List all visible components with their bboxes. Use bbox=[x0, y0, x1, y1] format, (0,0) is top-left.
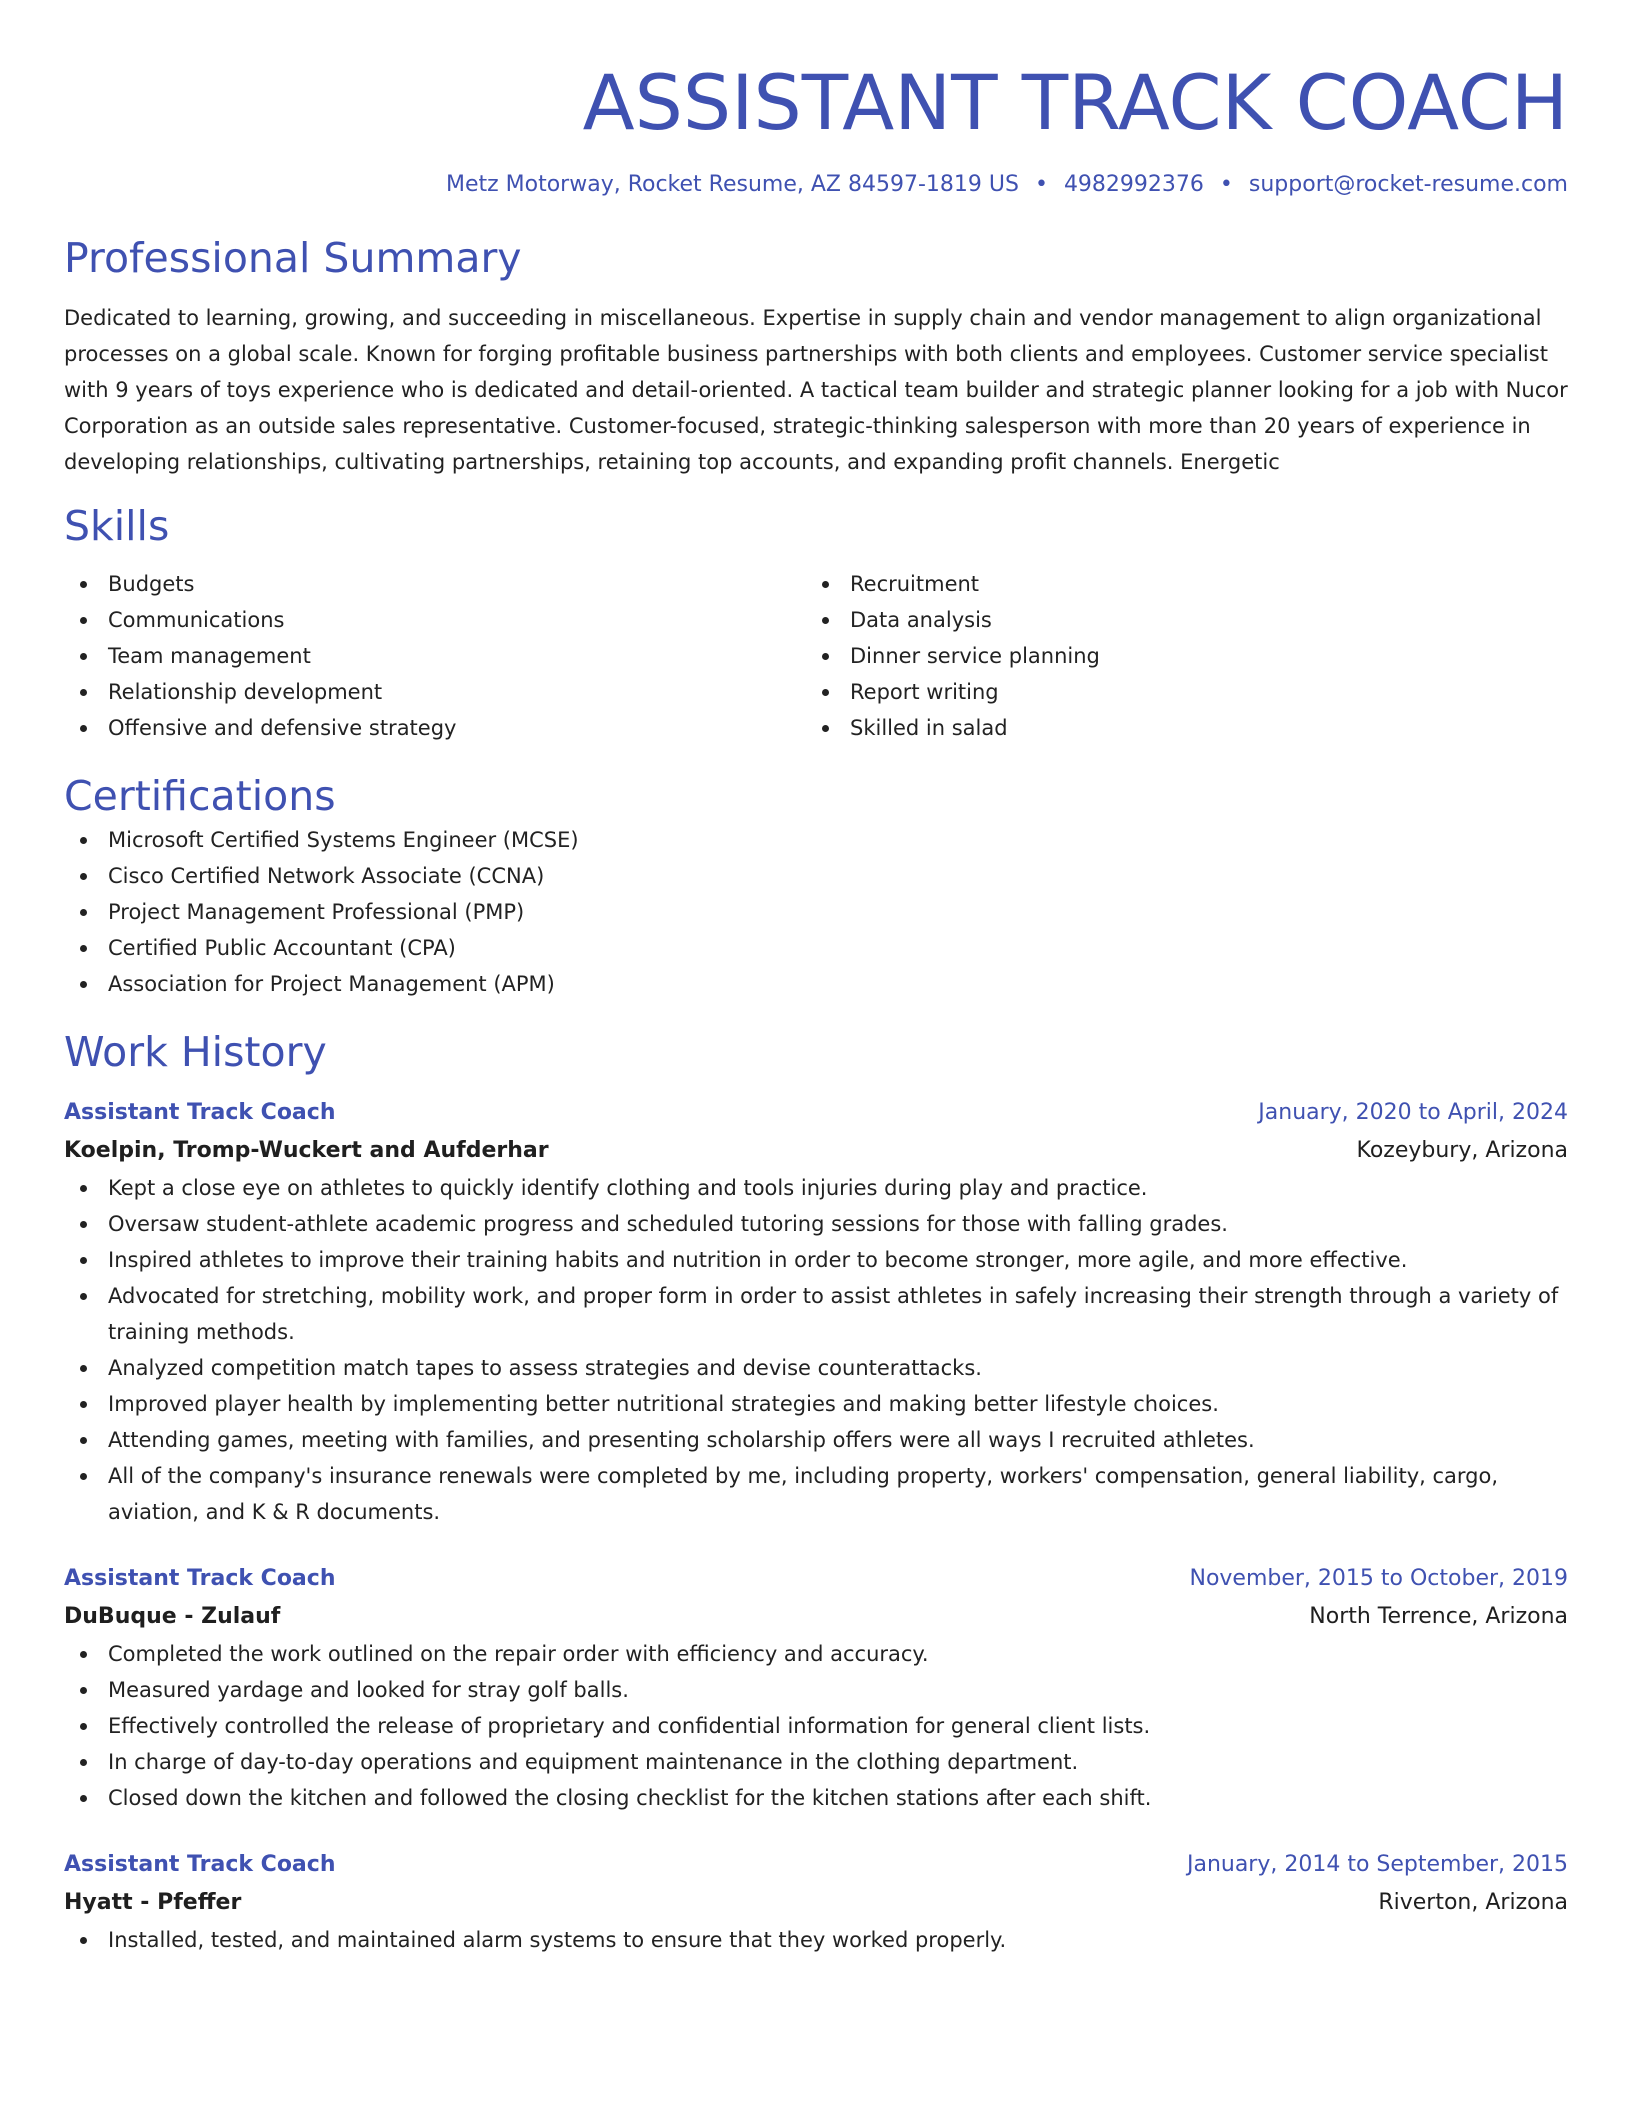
work-history-heading: Work History bbox=[64, 1028, 327, 1076]
certifications-heading: Certifications bbox=[64, 772, 336, 820]
job-header-row bbox=[64, 1846, 1568, 1884]
job-employer-row bbox=[64, 1132, 1568, 1170]
job-duty-item: Attending games, meeting with families, and presenting scholarship offers were all ways I recruited athletes. bbox=[64, 1422, 1568, 1458]
skill-item: Team management bbox=[64, 638, 806, 674]
job-duty-item: Kept a close eye on athletes to quickly identify clothing and tools injuries during play and practice. bbox=[64, 1170, 1568, 1206]
skill-item: Recruitment bbox=[806, 566, 1548, 602]
job-duty-item: In charge of day-to-day operations and equipment maintenance in the clothing department. bbox=[64, 1744, 1568, 1780]
skill-item: Communications bbox=[64, 602, 806, 638]
job-entry bbox=[64, 1846, 1568, 1958]
job-duty-item: Analyzed competition match tapes to assess strategies and devise counterattacks. bbox=[64, 1350, 1568, 1386]
job-header-row bbox=[64, 1560, 1568, 1598]
skill-item: Relationship development bbox=[64, 674, 806, 710]
skill-item: Data analysis bbox=[806, 602, 1548, 638]
job-duty-item: Oversaw student-athlete academic progress and scheduled tutoring sessions for those with falling grades. bbox=[64, 1206, 1568, 1242]
skill-item: Report writing bbox=[806, 674, 1548, 710]
contact-address: Metz Motorway, Rocket Resume, AZ 84597-1819 US bbox=[445, 172, 1019, 197]
contact-separator: • bbox=[1219, 172, 1233, 197]
job-dates: January, 2014 to September, 2015 bbox=[1186, 1852, 1568, 1877]
job-company: DuBuque - Zulauf bbox=[64, 1604, 281, 1629]
certification-item: Cisco Certified Network Associate (CCNA) bbox=[64, 858, 1568, 894]
contact-separator: • bbox=[1034, 172, 1048, 197]
summary-text: Dedicated to learning, growing, and succeeding in miscellaneous. Expertise in supply chain and vendor management to align organizational processes on a global scale. Known for forging profitable business partnerships with both clients and employees. Customer service specialist with 9 years of toys experience who is dedicated and detail-oriented. A tactical team builder and strategic planner looking for a job with Nucor Corporation as an outside sales representative. Customer-focused, strategic-thinking salesperson with more than 20 years of experience in developing relationships, cultivating partnerships, retaining top accounts, and expanding profit channels. Energetic bbox=[64, 306, 1568, 474]
job-duty-item: Closed down the kitchen and followed the closing checklist for the kitchen stations after each shift. bbox=[64, 1780, 1568, 1816]
job-entry bbox=[64, 1094, 1568, 1530]
certification-item: Certified Public Accountant (CPA) bbox=[64, 930, 1568, 966]
summary-heading: Professional Summary bbox=[64, 234, 522, 282]
contact-phone: 4982992376 bbox=[1063, 172, 1204, 197]
job-duty-item: Improved player health by implementing better nutritional strategies and making better lifestyle choices. bbox=[64, 1386, 1568, 1422]
skills-column-left bbox=[64, 566, 806, 746]
skill-item: Dinner service planning bbox=[806, 638, 1548, 674]
job-entry bbox=[64, 1560, 1568, 1816]
job-location: Riverton, Arizona bbox=[1378, 1890, 1568, 1915]
job-company: Koelpin, Tromp-Wuckert and Aufderhar bbox=[64, 1138, 549, 1163]
job-duty-item: Advocated for stretching, mobility work, and proper form in order to assist athletes in safely increasing their strength through a variety of training methods. bbox=[64, 1278, 1568, 1350]
job-duties-list bbox=[64, 1170, 1568, 1530]
contact-line bbox=[64, 168, 1568, 202]
job-duty-item: Installed, tested, and maintained alarm systems to ensure that they worked properly. bbox=[64, 1922, 1568, 1958]
job-dates: November, 2015 to October, 2019 bbox=[1189, 1566, 1568, 1591]
resume-page bbox=[64, 0, 1568, 1958]
job-duty-item: Effectively controlled the release of proprietary and confidential information for general client lists. bbox=[64, 1708, 1568, 1744]
certifications-list bbox=[64, 822, 1568, 1002]
certification-item: Microsoft Certified Systems Engineer (MCSE) bbox=[64, 822, 1568, 858]
job-title: Assistant Track Coach bbox=[64, 1566, 336, 1591]
job-duties-list bbox=[64, 1636, 1568, 1816]
contact-email[interactable]: support@rocket-resume.com bbox=[1248, 172, 1568, 197]
job-title: Assistant Track Coach bbox=[64, 1852, 336, 1877]
job-duty-item: Measured yardage and looked for stray golf balls. bbox=[64, 1672, 1568, 1708]
job-employer-row bbox=[64, 1598, 1568, 1636]
job-location: North Terrence, Arizona bbox=[1309, 1604, 1568, 1629]
job-duty-item: All of the company's insurance renewals were completed by me, including property, workers' compensation, general liability, cargo, aviation, and K & R documents. bbox=[64, 1458, 1568, 1530]
skills-list bbox=[64, 566, 1568, 746]
job-duty-item: Inspired athletes to improve their training habits and nutrition in order to become stronger, more agile, and more effective. bbox=[64, 1242, 1568, 1278]
job-employer-row bbox=[64, 1884, 1568, 1922]
skills-heading: Skills bbox=[64, 502, 170, 550]
job-header-row bbox=[64, 1094, 1568, 1132]
skill-item: Budgets bbox=[64, 566, 806, 602]
skill-item: Skilled in salad bbox=[806, 710, 1548, 746]
skills-column-right bbox=[806, 566, 1548, 746]
certification-item: Project Management Professional (PMP) bbox=[64, 894, 1568, 930]
job-dates: January, 2020 to April, 2024 bbox=[1258, 1100, 1568, 1125]
job-location: Kozeybury, Arizona bbox=[1356, 1138, 1568, 1163]
job-duty-item: Completed the work outlined on the repair order with efficiency and accuracy. bbox=[64, 1636, 1568, 1672]
job-title: Assistant Track Coach bbox=[64, 1100, 336, 1125]
skill-item: Offensive and defensive strategy bbox=[64, 710, 806, 746]
certification-item: Association for Project Management (APM) bbox=[64, 966, 1568, 1002]
candidate-name: ASSISTANT TRACK COACH bbox=[582, 58, 1568, 147]
job-company: Hyatt - Pfeffer bbox=[64, 1890, 242, 1915]
job-duties-list bbox=[64, 1922, 1568, 1958]
